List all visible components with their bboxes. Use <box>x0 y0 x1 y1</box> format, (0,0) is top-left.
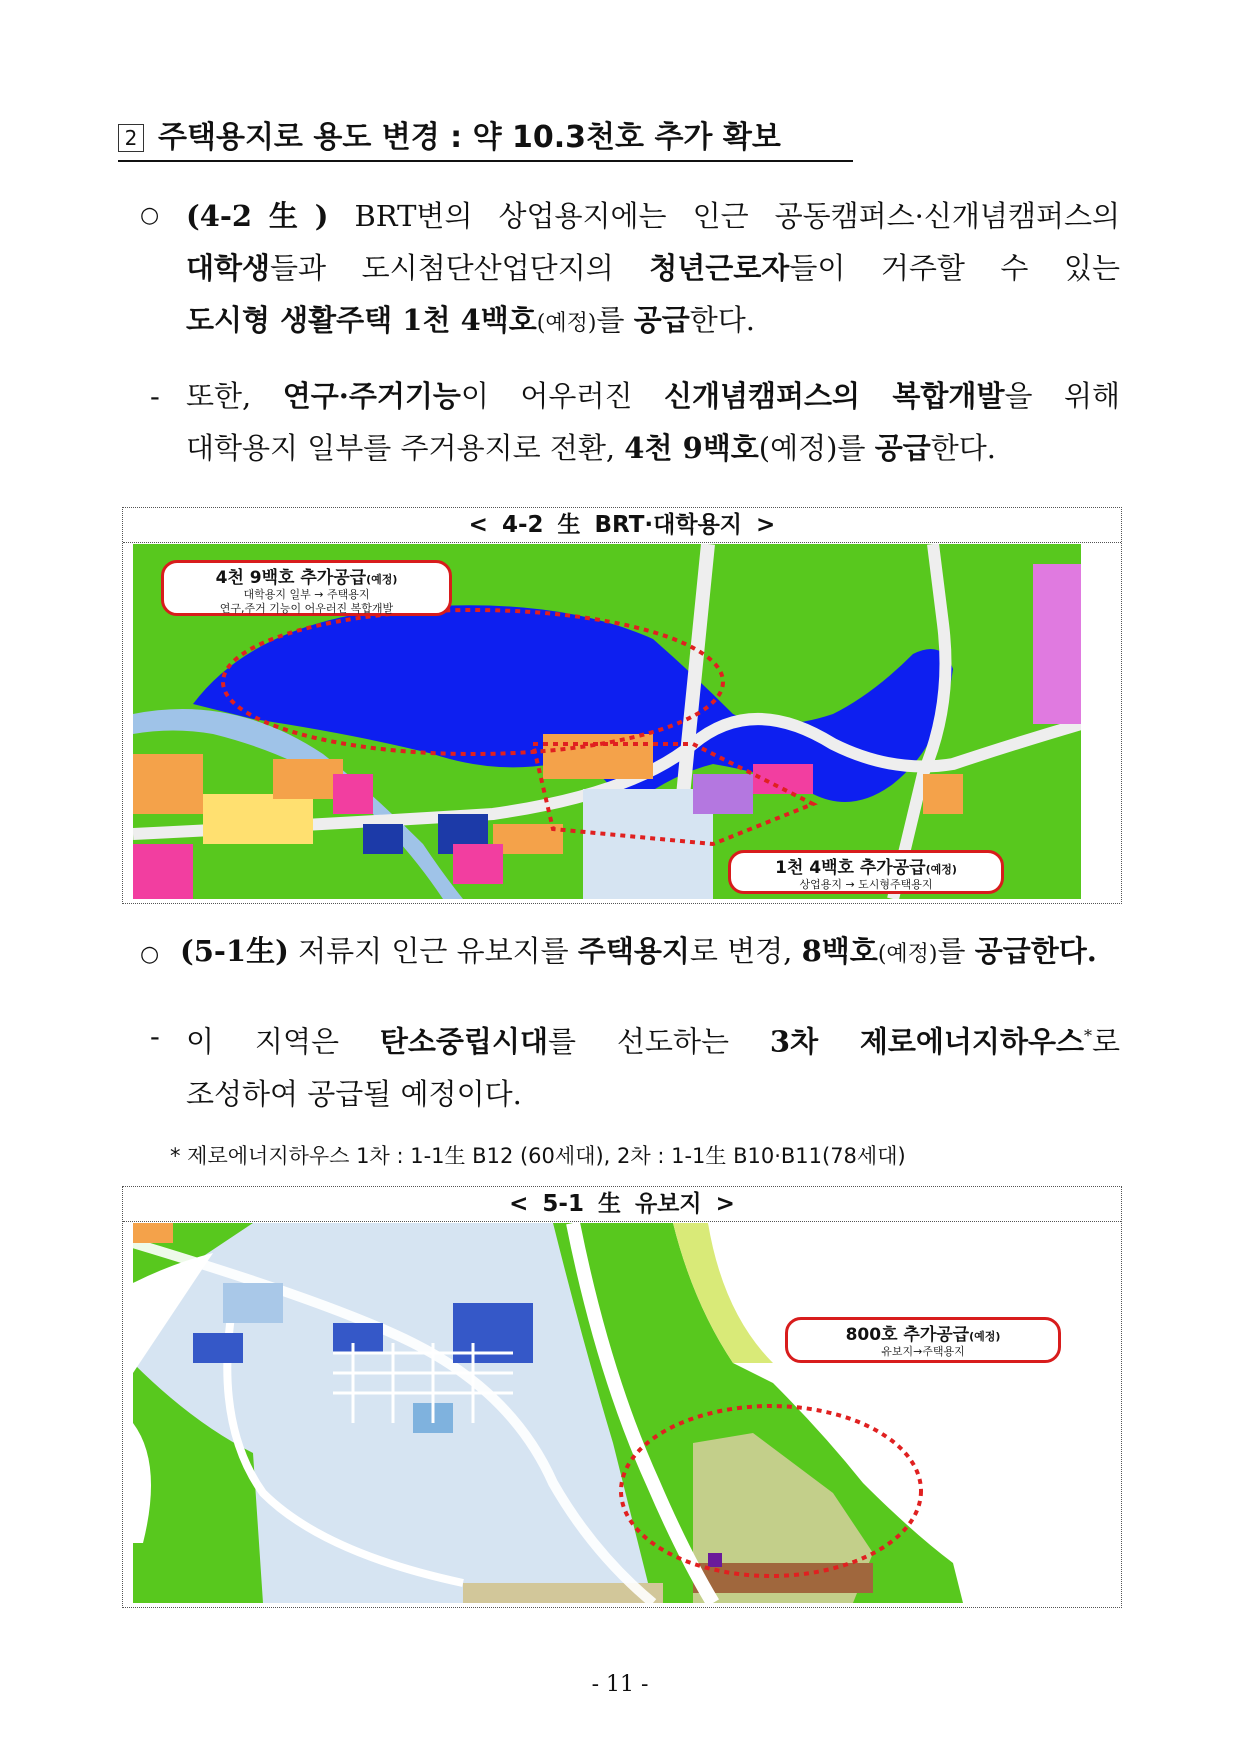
dash-marker: - <box>150 379 160 413</box>
callout-4900: 4천 9백호 추가공급(예정) 대학용지 일부 → 주택용지 연구,주거 기능이 어우러진 복합개발 <box>161 560 452 616</box>
figure-caption: < 4-2 生 BRT·대학용지 > <box>123 508 1121 543</box>
callout-1400: 1천 4백호 추가공급(예정) 상업용지 → 도시형주택용지 <box>728 850 1004 894</box>
footnote: * 제로에너지하우스 1차 : 1-1生 B12 (60세대), 2차 : 1-1生 B10·B11(78세대) <box>170 1144 906 1168</box>
section-title: 주택용지로 용도 변경 : 약 10.3천호 추가 확보 <box>158 120 781 155</box>
para1-line3: 도시형 생활주택 1천 4백호(예정)를 공급한다. <box>186 303 755 337</box>
map-image <box>133 544 1081 899</box>
map-image <box>133 1223 1115 1603</box>
bullet-circle: ○ <box>140 203 160 228</box>
dash-marker: - <box>150 1019 160 1053</box>
para1-line1: (4-2生) BRT변의 상업용지에는 인근 공동캠퍼스·신개념캠퍼스의 <box>186 199 1120 233</box>
callout-800: 800호 추가공급(예정) 유보지→주택용지 <box>785 1317 1061 1363</box>
para1-line2: 대학생들과 도시첨단산업단지의 청년근로자들이 거주할 수 있는 <box>186 251 1120 285</box>
section-number: 2 <box>118 124 144 152</box>
paragraph-zero-energy: - 이 지역은 탄소중립시대를 선도하는 3차 제로에너지하우스*로 조성하여 공급될 예정이다. <box>150 1010 1120 1120</box>
page-number: - 11 - <box>591 1672 649 1697</box>
paragraph-5-1: ○ (5-1生) 저류지 인근 유보지를 주택용지로 변경, 8백호(예정)를 공급한다. <box>140 934 1097 968</box>
paragraph-campus: - 또한, 연구·주거기능이 어우러진 신개념캠퍼스의 복합개발을 위해 대학용지 일부를 주거용지로 전환, 4천 9백호(예정)를 공급한다. <box>150 370 1120 474</box>
paragraph-4-2 <box>140 190 1120 350</box>
figure-5-1-map <box>122 1186 1122 1608</box>
stage-tag: (4-2生) <box>186 199 329 233</box>
figure-4-2-map <box>122 507 1122 904</box>
stage-tag: (5-1生) <box>180 934 289 968</box>
map-graphic <box>133 1223 1115 1603</box>
figure-caption: < 5-1 生 유보지 > <box>123 1187 1121 1222</box>
section-heading <box>118 112 853 162</box>
